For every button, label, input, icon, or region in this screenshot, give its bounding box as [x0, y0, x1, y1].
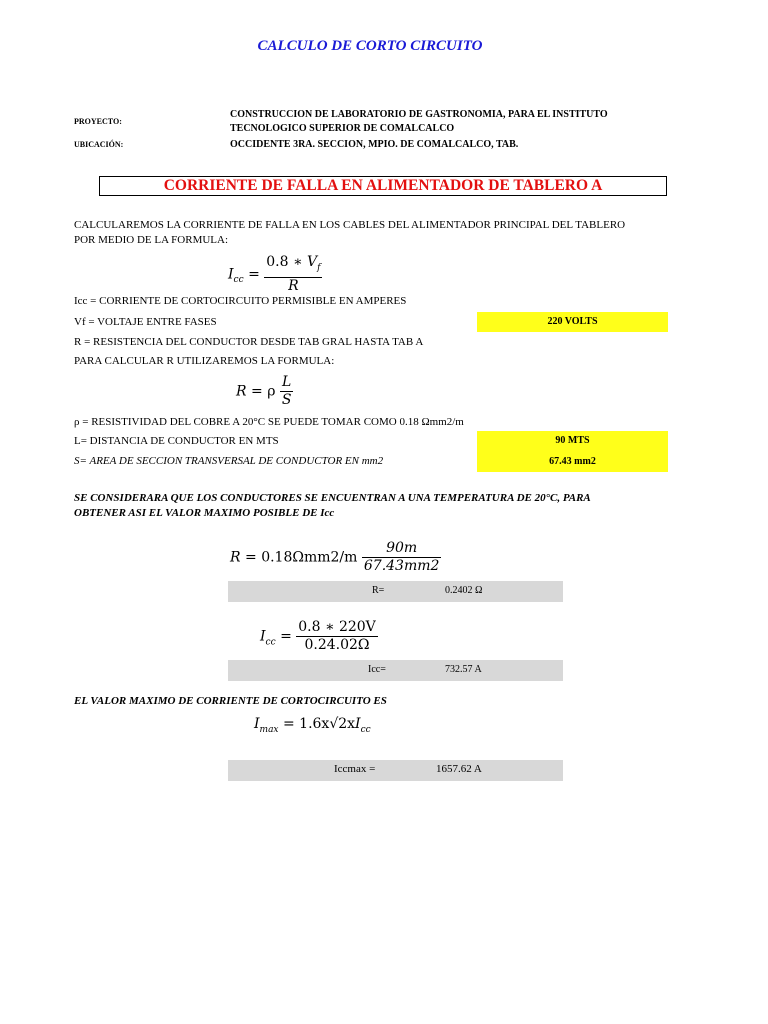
definition-r-intro: PARA CALCULAR R UTILIZAREMOS LA FORMULA: — [74, 355, 335, 367]
note-line-1: SE CONSIDERARA QUE LOS CONDUCTORES SE ENCUENTRAN A UNA TEMPERATURA DE 20°C, PARA — [74, 492, 591, 504]
definition-rho: ρ = RESISTIVIDAD DEL COBRE A 20°C SE PUEDE TOMAR COMO 0.18 Ωmm2/m — [74, 416, 464, 428]
note-line-2: OBTENER ASI EL VALOR MAXIMO POSIBLE DE Icc — [74, 507, 335, 519]
calc-icc-result-value: 732.57 A — [445, 664, 482, 675]
calc-r-formula: R = 0.18Ωmm2/m $\frac{90m}{67.43mm2}$ — [230, 540, 440, 574]
proyecto-line-2: TECNOLOGICO SUPERIOR DE COMALCALCO — [230, 123, 455, 134]
proyecto-label: PROYECTO: — [74, 117, 122, 126]
section-title: CORRIENTE DE FALLA EN ALIMENTADOR DE TABLERO A — [163, 177, 603, 194]
calc-icc-result-row — [228, 660, 563, 681]
calc-icc-result-label: Icc= — [368, 664, 386, 675]
intro-line-1: CALCULAREMOS LA CORRIENTE DE FALLA EN LOS CABLES DEL ALIMENTADOR PRINCIPAL DEL TABLERO — [74, 219, 626, 231]
vf-value-cell: 220 VOLTS — [477, 312, 668, 332]
max-formula: $I_{max} = 1.6x√2xI_{cc}$ — [254, 716, 371, 735]
max-result-label: Iccmax = — [334, 763, 376, 775]
s-value-cell: 67.43 mm2 — [477, 451, 668, 472]
section-title-box — [99, 176, 667, 196]
definition-r: R = RESISTENCIA DEL CONDUCTOR DESDE TAB GRAL HASTA TAB A — [74, 336, 424, 348]
calc-icc-formula: $I_{cc}$ = $\frac{0.8 ∗ 220V}{0.24.02\Omega}$ — [260, 619, 376, 653]
definition-s: S= AREA DE SECCION TRANSVERSAL DE CONDUCTOR EN mm2 — [74, 455, 384, 467]
formula-icc: $I_{cc}$ = $\frac{0.8 ∗ V_f}{R}$ — [228, 254, 321, 294]
document-title: CALCULO DE CORTO CIRCUITO — [257, 38, 483, 54]
intro-line-2: POR MEDIO DE LA FORMULA: — [74, 234, 229, 246]
max-heading: EL VALOR MAXIMO DE CORRIENTE DE CORTOCIRCUITO ES — [74, 695, 387, 707]
calc-r-result-value: 0.2402 Ω — [445, 585, 483, 596]
calc-r-result-label: R= — [372, 585, 385, 596]
definition-vf: Vf = VOLTAJE ENTRE FASES — [74, 316, 217, 328]
proyecto-line-1: CONSTRUCCION DE LABORATORIO DE GASTRONOMIA, PARA EL INSTITUTO — [230, 109, 608, 120]
ubicacion-label: UBICACIÓN: — [74, 140, 124, 149]
l-value-cell: 90 MTS — [477, 431, 668, 451]
definition-l: L= DISTANCIA DE CONDUCTOR EN MTS — [74, 435, 279, 447]
formula-r: R = ρ $\frac{L}{S}$ — [236, 374, 292, 408]
ubicacion-value: OCCIDENTE 3RA. SECCION, MPIO. DE COMALCALCO, TAB. — [230, 139, 519, 150]
max-result-value: 1657.62 A — [436, 763, 482, 775]
calc-r-result-row — [228, 581, 563, 602]
max-result-row — [228, 760, 563, 781]
definition-icc: Icc = CORRIENTE DE CORTOCIRCUITO PERMISIBLE EN AMPERES — [74, 295, 407, 307]
